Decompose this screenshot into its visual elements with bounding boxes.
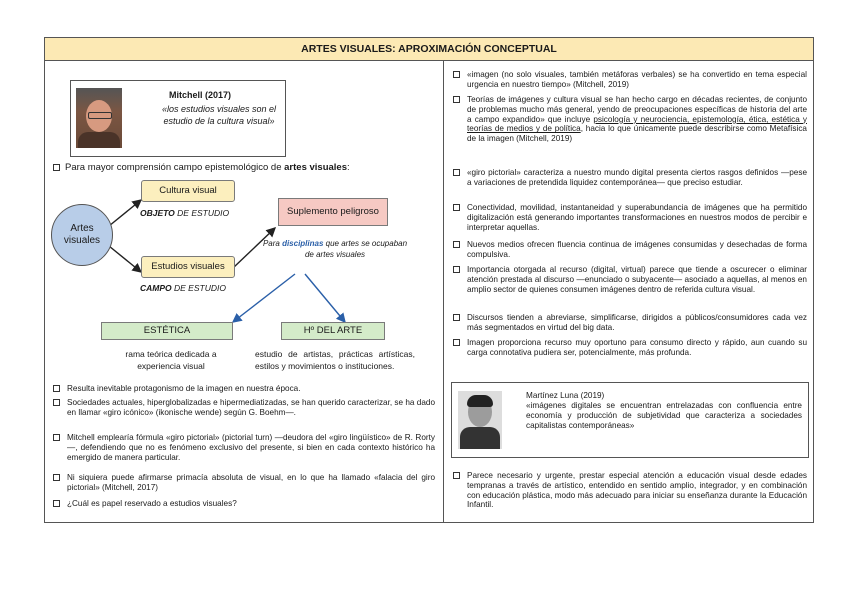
checkbox-icon[interactable] (453, 96, 460, 103)
estudios-visuales-node: Estudios visuales (141, 256, 235, 278)
mitchell-photo (76, 88, 122, 148)
objeto-label: OBJETO DE ESTUDIO (140, 208, 230, 218)
right-item: Nuevos medios ofrecen fluencia continua de imágenes consumidas y desechadas de forma compulsiva. (453, 240, 807, 260)
checkbox-icon[interactable] (453, 472, 460, 479)
right-item: «giro pictorial» caracteriza a nuestro mundo digital presenta ciertos rasgos definidos —pese a variaciones de pretendida liquidez contemporánea— que preciso estudiar. (453, 168, 807, 188)
checkbox-icon[interactable] (453, 266, 460, 273)
estetica-node: ESTÉTICA (101, 322, 233, 340)
left-item: Sociedades actuales, hiperglobalizadas e hipermediatizadas, se han querido caracterizar, se ha dado en llamar «giro icónico» (ikonische wende) según G. Boehm—. (53, 398, 435, 418)
checkbox-icon[interactable] (53, 399, 60, 406)
left-item: Resulta inevitable protagonismo de la imagen en nuestra época. (53, 384, 435, 394)
suplemento-node: Suplemento peligroso (278, 198, 388, 226)
right-item: Importancia otorgada al recurso (digital, virtual) parece que tiende a oscurecer o eliminar atención prestada al discurso —enunciado o subyacente— asociado a aquellas, al menos en amplio sector de quienes consumen imágenes dentro de referida cultura visual. (453, 265, 807, 294)
martinez-author: Martínez Luna (2019) (526, 391, 605, 400)
concept-diagram (45, 176, 443, 391)
hoarte-node: Hº DEL ARTE (281, 322, 385, 340)
checkbox-icon[interactable] (453, 169, 460, 176)
arrow-to-estudios (109, 246, 141, 272)
concept-sheet (44, 37, 814, 523)
mitchell-quote: «los estudios visuales son el estudio de la cultura visual» (161, 104, 277, 126)
martinez-photo (458, 391, 502, 449)
intro-prefix: Para mayor comprensión campo epistemológico de (65, 162, 285, 173)
checkbox-icon[interactable] (453, 204, 460, 211)
cultura-visual-node: Cultura visual (141, 180, 235, 202)
checkbox-icon[interactable] (453, 241, 460, 248)
para-disciplinas-label: Para disciplinas que artes se ocupaban de artes visuales (262, 239, 408, 259)
checkbox-icon[interactable] (53, 164, 60, 171)
mitchell-quote-box (70, 80, 286, 157)
right-item: Discursos tienden a abreviarse, simplificarse, dirigidos a públicos/consumidores cada vez más segmentados en virtud del big data. (453, 313, 807, 333)
artes-visuales-node: Artes visuales (51, 204, 113, 266)
martinez-quote-box (451, 382, 809, 458)
arrow-to-hoarte (305, 274, 345, 322)
column-divider (443, 60, 444, 523)
arrow-to-estetica (233, 274, 295, 322)
right-item: Imagen proporciona recurso muy oportuno para consumo directo y rápido, aun cuando su carga connotativa pudiera ser, potencialmente, más profunda. (453, 338, 807, 358)
hoarte-description: estudio de artistas, prácticas artísticas, estilos y movimientos o instituciones. (255, 349, 415, 371)
campo-label: CAMPO DE ESTUDIO (140, 283, 226, 293)
intro-bold: artes visuales (284, 162, 347, 173)
intro-suffix: : (347, 162, 350, 173)
checkbox-icon[interactable] (453, 71, 460, 78)
checkbox-icon[interactable] (53, 500, 60, 507)
right-item-teorias: Teorías de imágenes y cultura visual se han hecho cargo en décadas recientes, de conjunto de problemas mucho más general, yendo de preocupaciones específicas de historia del arte a campo expandido» que incluye psicología y neurociencia, epistemología, ética, estética y teorías de medios y de política, hacia lo que únicamente puede describirse como Metafísica de la imagen (Mitchell, 2019) (453, 95, 807, 144)
checkbox-icon[interactable] (53, 434, 60, 441)
left-item: ¿Cuál es papel reservado a estudios visuales? (53, 499, 435, 509)
checkbox-icon[interactable] (53, 385, 60, 392)
martinez-quote: «imágenes digitales se encuentran entrelazadas con confluencia entre economía y producción de subjetividad que caracteriza a sociedades capitalistas contemporáneas» (526, 401, 802, 430)
checkbox-icon[interactable] (453, 339, 460, 346)
sheet-title: ARTES VISUALES: APROXIMACIÓN CONCEPTUAL (45, 38, 813, 61)
checkbox-icon[interactable] (453, 314, 460, 321)
right-item-final: Parece necesario y urgente, prestar especial atención a educación visual desde edades tempranas a través de artístico, entendido en sentido amplio, integrador, y en combinación con educación plástica, modo más adecuado para iniciar su enseñanza durante la Educación Infantil. (453, 471, 807, 510)
arrow-to-cultura (109, 200, 141, 226)
mitchell-author: Mitchell (2017) (169, 90, 232, 100)
estetica-description: rama teórica dedicada a experiencia visual (125, 349, 217, 371)
right-item: «imagen (no solo visuales, también metáforas verbales) se ha convertido en tema especial urgencia en nuestro tiempo» (Mitchell, 2019) (453, 70, 807, 90)
checkbox-icon[interactable] (53, 474, 60, 481)
right-item: Conectividad, movilidad, instantaneidad y superabundancia de imágenes que ha permitido digitalización está generando importantes transformaciones en nuestros modos de percibir e interpretar aquellas. (453, 203, 807, 232)
intro-line (53, 162, 350, 173)
left-item: Mitchell emplearía fórmula «giro pictorial» (pictorial turn) —deudora del «giro lingüístico» de R. Rorty—, defendiendo que no es fenómeno exclusivo del presente, si bien en cada contexto histórico ha emergido de manera particular. (53, 433, 435, 462)
left-item: Ni siquiera puede afirmarse primacía absoluta de visual, en lo que ha llamado «falacia del giro pictorial» (Mitchell, 2017) (53, 473, 435, 493)
